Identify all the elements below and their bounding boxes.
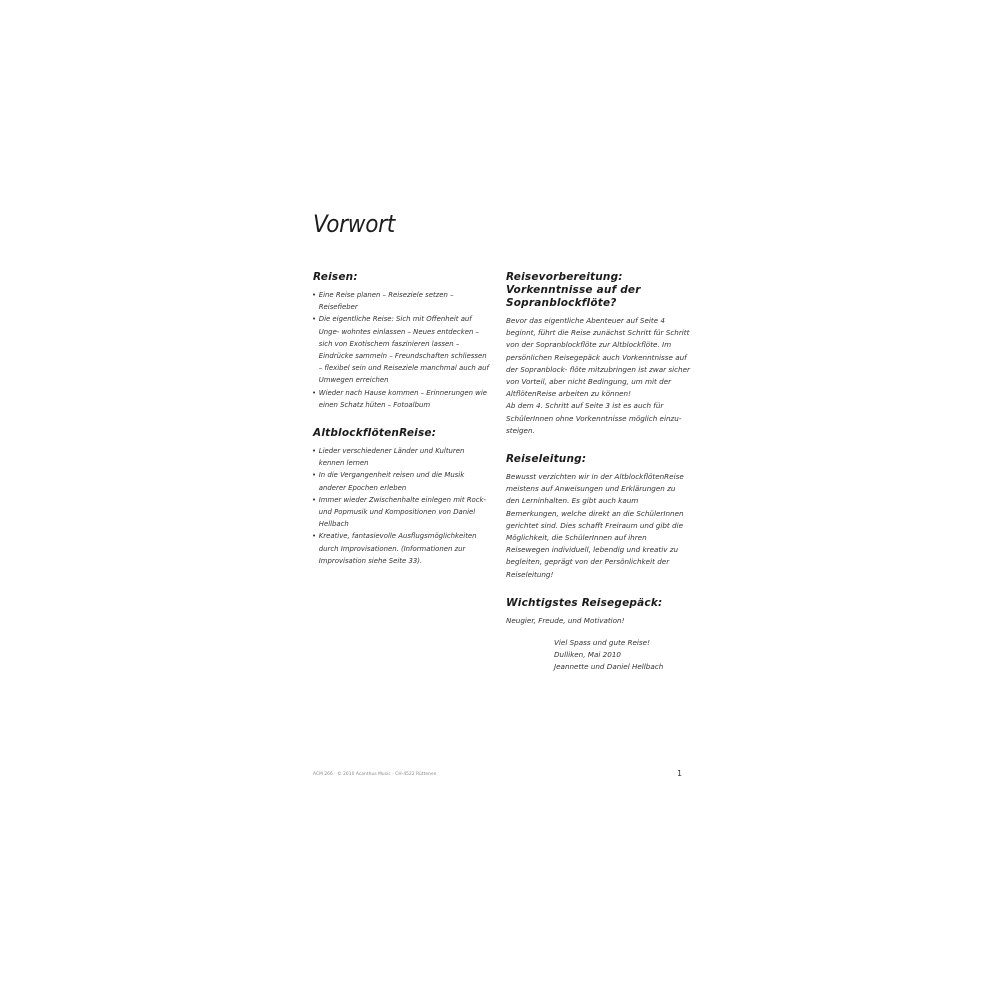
signature-line: Jeannette und Daniel Hellbach	[554, 662, 664, 672]
page-number: 1	[677, 769, 683, 778]
section-heading-reisevorbereitung: Reisevorbereitung: Vorkenntnisse auf der Sopranblockflöte?	[506, 271, 641, 309]
paragraph: Ab dem 4. Schritt auf Seite 3 ist es auch für SchülerInnen ohne Vorkenntnisse möglich einzu- steigen.	[506, 401, 682, 435]
footer-imprint: ACM 266 · © 2010 Acanthus Music · CH-4522 Rüttenen	[313, 772, 437, 777]
right-column	[506, 271, 691, 674]
list-item: • Immer wieder Zwischenhalte einlegen mit Rock- und Popmusik und Kompositionen von Daniel Hellbach	[312, 494, 487, 529]
list-item: • In die Vergangenheit reisen und die Musik anderer Epochen erleben	[312, 470, 465, 492]
reisen-list	[313, 289, 498, 411]
signature-line: Dulliken, Mai 2010	[554, 650, 621, 660]
list-item: • Wieder nach Hause kommen – Erinnerungen wie einen Schatz hüten – Fotoalbum	[312, 387, 487, 409]
list-item: • Lieder verschiedener Länder und Kulturen kennen lernen	[312, 446, 465, 468]
paragraph: Bevor das eigentliche Abenteuer auf Seite 4 beginnt, führt die Reise zunächst Schritt für Schritt von der Sopranblockflöte zur Altblockflöte. Im persönlichen Reisegepäck auch Vorkenntnisse auf der Sopranblock- flöte mitzubringen ist zwar sicher von Vorteil, aber nicht Bedingung, um mit der AltflötenReise arbeiten zu können!	[506, 316, 690, 399]
signature-line: Viel Spass und gute Reise!	[554, 638, 650, 648]
paragraph: Neugier, Freude, und Motivation!	[506, 615, 625, 625]
list-item: • Eine Reise planen – Reiseziele setzen – Reisefieber	[312, 290, 454, 312]
section-heading-altblockfloetenreise: AltblockflötenReise:	[313, 427, 437, 440]
signature-block	[554, 637, 691, 674]
section-heading-reisen: Reisen:	[313, 271, 358, 283]
list-item: • Kreative, fantasievolle Ausflugsmöglichkeiten durch Improvisationen. (Informationen zur Improvisation siehe Seite 33).	[312, 531, 477, 565]
section-heading-reiseleitung: Reiseleitung:	[506, 453, 587, 466]
section-heading-wichtigstes-reisegepaeck: Wichtigstes Reisegepäck:	[506, 596, 663, 609]
paragraph: Bewusst verzichten wir in der AltblockflötenReise meistens auf Anweisungen und Erklärungen zu den Lerninhalten. Es gibt auch kaum Bemerkungen, welche direkt an die SchülerInnen gerichtet sind. Dies schafft Freiraum und gibt die Möglichkeit, die SchülerInnen auf ihren Reisewegen individuell, lebendig und kreativ zu begleiten, geprägt von der Persönlichkeit der Reiseleitung!	[506, 472, 684, 579]
list-item: • Die eigentliche Reise: Sich mit Offenheit auf Unge- wohntes einlassen – Neues entdecken – sich von Exotischem faszinieren lassen – Eindrücke sammeln – Freundschaften schliessen – flexibel sein und Reiseziele manchmal auch auf Umwegen erreichen	[312, 314, 489, 385]
left-column	[313, 271, 498, 567]
page-title: Vorwort	[313, 210, 395, 238]
altblockfloetenreise-list	[313, 445, 498, 567]
